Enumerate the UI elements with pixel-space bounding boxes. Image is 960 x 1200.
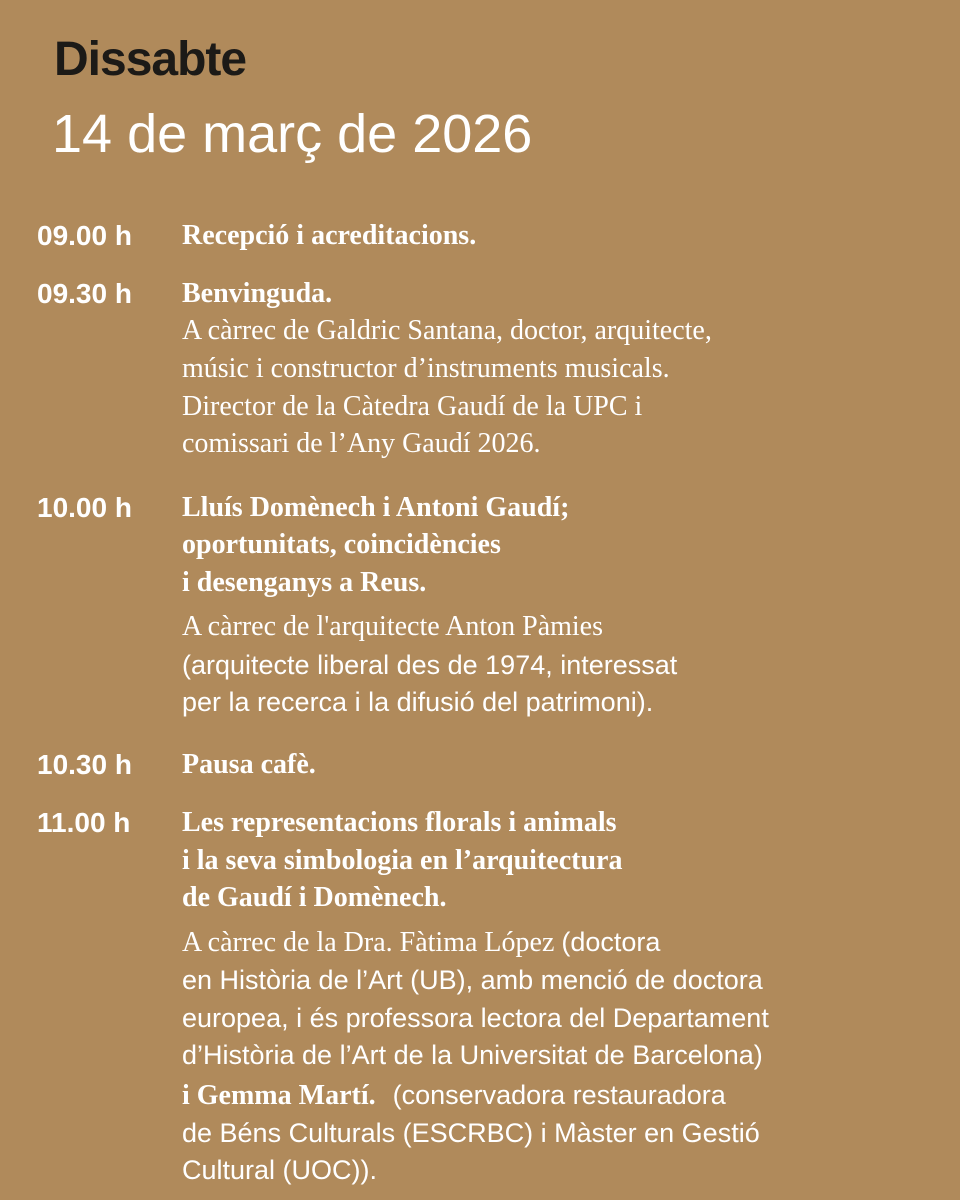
session-title: Benvinguda. [182, 278, 333, 309]
day-heading: Dissabte [54, 33, 247, 86]
session-detail: en Història de l’Art (UB), amb menció de doctora [182, 965, 763, 995]
schedule-time: 09.30 h [37, 278, 132, 309]
session-detail: per la recerca i la difusió del patrimoni). [182, 687, 654, 717]
schedule-time: 10.00 h [37, 492, 132, 523]
session-title: i la seva simbologia en l’arquitectura [182, 845, 623, 876]
speaker-name: A càrrec de la Dra. Fàtima López [182, 927, 555, 958]
speaker-name: i Gemma Martí. [182, 1080, 376, 1111]
session-detail: d’Història de l’Art de la Universitat de Barcelona) [182, 1040, 763, 1070]
session-title: de Gaudí i Domènech. [182, 882, 447, 913]
session-detail: músic i constructor d’instruments musicals. [182, 353, 670, 384]
speaker-bio: (conservadora restauradora [392, 1080, 726, 1110]
session-detail: Director de la Càtedra Gaudí de la UPC i [182, 391, 643, 422]
schedule-time: 11.00 h [37, 807, 131, 838]
session-title: Pausa cafè. [182, 749, 316, 780]
session-detail: de Béns Culturals (ESCRBC) i Màster en Gestió [182, 1118, 760, 1148]
session-detail: A càrrec de Galdric Santana, doctor, arquitecte, [182, 315, 712, 346]
session-title: i desenganys a Reus. [182, 567, 427, 598]
session-detail: comissari de l’Any Gaudí 2026. [182, 428, 541, 459]
speaker-bio: (doctora [561, 927, 661, 957]
session-title: Lluís Domènech i Antoni Gaudí; [182, 492, 570, 523]
date-heading: 14 de març de 2026 [52, 104, 533, 164]
schedule-time: 09.00 h [37, 220, 132, 251]
session-speaker: A càrrec de l'arquitecte Anton Pàmies [182, 611, 603, 642]
session-title: oportunitats, coincidències [182, 529, 501, 560]
session-title: Recepció i acreditacions. [182, 220, 477, 251]
session-speaker [182, 1077, 726, 1114]
session-detail: (arquitecte liberal des de 1974, interessat [182, 650, 678, 680]
session-detail: Cultural (UOC)). [182, 1155, 378, 1185]
session-detail: europea, i és professora lectora del Departament [182, 1003, 769, 1033]
schedule-time: 10.30 h [37, 749, 132, 780]
session-speaker [182, 924, 660, 961]
session-title: Les representacions florals i animals [182, 807, 617, 838]
